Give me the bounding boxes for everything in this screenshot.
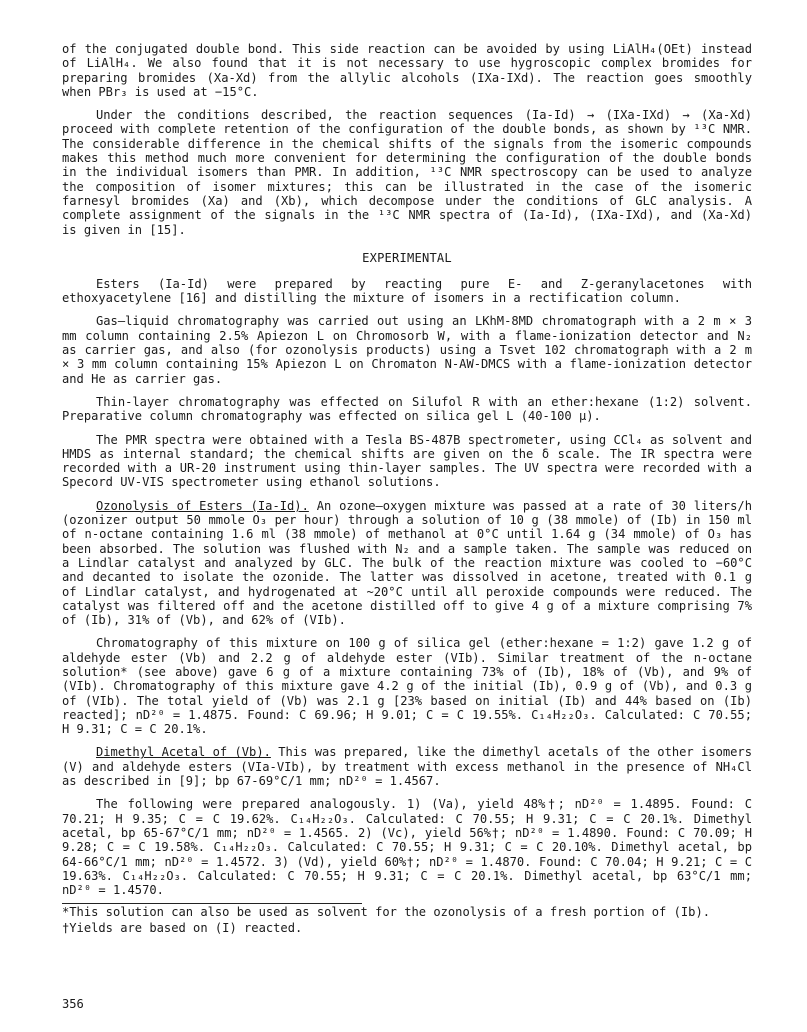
footnote-asterisk: *This solution can also be used as solvent for the ozonolysis of a fresh portion of (Ib). <box>62 905 711 920</box>
subsection-title-dimethyl-acetal: Dimethyl Acetal of (Vb). <box>96 745 271 760</box>
paragraph-intro: of the conjugated double bond. This side reaction can be avoided by using LiAlH₄(OEt) instead of LiAlH₄. We also found that it is not necessary to use hygroscopic complex bromides for preparing bromides (Xa-Xd) from the allylic alcohols (IXa-IXd). The reaction goes smoothly when PBr₃ is used at −15°C. <box>62 42 752 99</box>
paragraph-glc: Gas–liquid chromatography was carried out using an LKhM-8MD chromatograph with a 2 m × 3 mm column containing 2.5% Apiezon L on Chromosorb W, with a flame-ionization detector and N₂ as carrier gas, and also (for ozonolysis products) using a Tsvet 102 chromatograph with a 2 m × 3 mm column containing 15% Apiezon L on Chromaton N-AW-DMCS with a flame-ionization detector and He as carrier gas. <box>62 314 752 386</box>
paragraph-spectra: The PMR spectra were obtained with a Tesla BS-487B spectrometer, using CCl₄ as solvent and HMDS as internal standard; the chemical shifts are given on the δ scale. The IR spectra were recorded with a UR-20 instrument using thin-layer samples. The UV spectra were recorded with a Specord UV-VIS spectrometer using ethanol solutions. <box>62 432 752 490</box>
ozonolysis-text: An ozone–oxygen mixture was passed at a rate of 30 liters/h (ozonizer output 50 mmole O₃ per hour) through a solution of 10 g (38 mmole) of (Ib) in 150 ml of n-octane containing 1.6 ml (38 mmole) of methanol at 0°C until 1.64 g (34 mmole) of O₃ has been absorbed. The solution was flushed with N₂ and a sample taken. The sample was reduced on a Lindlar catalyst and analyzed by GLC. The bulk of the reaction mixture was cooled to −60°C and decanted to isolate the ozonide. The latter was dissolved in acetone, treated with 0.1 g of Lindlar catalyst, and hydrogenated at ~20°C until all peroxide compounds were reduced. The catalyst was filtered off and the acetone distilled off to give 4 g of a mixture comprising 7% of (Ib), 31% of (Vb), and 62% of (VIb). <box>62 498 752 628</box>
dimethyl-acetal-text: This was prepared, like the dimethyl acetals of the other isomers (V) and aldehyde esters (VIa-VIb), by treatment with excess methanol in the presence of NH₄Cl as described in [9]; bp 67-69°C/1 mm; nD²⁰ = 1.4567. <box>62 745 752 789</box>
footnote-rule <box>62 903 362 904</box>
footnote-dagger: †Yields are based on (I) reacted. <box>62 920 303 935</box>
paragraph-chromatography: Chromatography of this mixture on 100 g of silica gel (ether:hexane = 1:2) gave 1.2 g of aldehyde ester (Vb) and 2.2 g of aldehyde ester (VIb). Similar treatment of the n-octane solution* (see above) gave 6 g of a mixture containing 73% of (Ib), 18% of (Vb), and 9% of (VIb). Chromatography of this mixture gave 4.2 g of the initial (Ib), 0.9 g of (Vb), and 0.3 g of (VIb). The total yield of (Vb) was 2.1 g [23% based on initial (Ib) and 44% based on (Ib) reacted]; nD²⁰ = 1.4875. Found: C 69.96; H 9.01; C = C 19.55%. C₁₄H₂₂O₃. Calculated: C 70.55; H 9.31; C = C 20.1%. <box>62 636 752 737</box>
paragraph-analogous: The following were prepared analogously. 1) (Va), yield 48%†; nD²⁰ = 1.4895. Found: C 70.21; H 9.35; C = C 19.62%. C₁₄H₂₂O₃. Calculated: C 70.55; H 9.31; C = C 20.1%. Dimethyl acetal, bp 65-67°C/1 mm; nD²⁰ = 1.4565. 2) (Vc), yield 56%†; nD²⁰ = 1.4890. Found: C 70.09; H 9.28; C = C 19.58%. C₁₄H₂₂O₃. Calculated: C 70.55; H 9.31; C = C 20.10%. Dimethyl acetal, bp 64-66°C/1 mm; nD²⁰ = 1.4572. 3) (Vd), yield 60%†; nD²⁰ = 1.4870. Found: C 70.04; H 9.21; C = C 19.63%. C₁₄H₂₂O₃. Calculated: C 70.55; H 9.31; C = C 20.1%. Dimethyl acetal, bp 63°C/1 mm; nD²⁰ = 1.4570. <box>62 797 752 898</box>
paragraph-tlc: Thin-layer chromatography was effected on Silufol R with an ether:hexane (1:2) solvent. Preparative column chromatography was effected on silica gel L (40-100 μ). <box>62 394 752 424</box>
paragraph-dimethyl-acetal <box>62 745 752 788</box>
page-body <box>62 42 752 935</box>
paragraph-ozonolysis <box>62 499 752 628</box>
section-heading: EXPERIMENTAL <box>362 250 452 265</box>
paragraph-reaction-sequences: Under the conditions described, the reaction sequences (Ia-Id) → (IXa-IXd) → (Xa-Xd) proceed with complete retention of the configuration of the double bonds, as shown by ¹³C NMR. The considerable difference in the chemical shifts of the signals from the isomeric compounds makes this method much more convenient for determining the configuration of the double bonds in the individual isomers than PMR. In addition, ¹³C NMR spectroscopy can be used to analyze the composition of isomer mixtures; this can be illustrated in the case of the isomeric farnesyl bromides (Xa) and (Xb), which decompose under the conditions of GLC analysis. A complete assignment of the signals in the ¹³C NMR spectra of (Ia-Id), (IXa-IXd), and (Xa-Xd) is given in [15]. <box>62 108 752 237</box>
subsection-title-ozonolysis: Ozonolysis of Esters (Ia-Id). <box>96 498 309 513</box>
paragraph-esters: Esters (Ia-Id) were prepared by reacting pure E- and Z-geranylacetones with ethoxyacetylene [16] and distilling the mixture of isomers in a rectification column. <box>62 276 752 306</box>
page-number: 356 <box>62 997 84 1011</box>
